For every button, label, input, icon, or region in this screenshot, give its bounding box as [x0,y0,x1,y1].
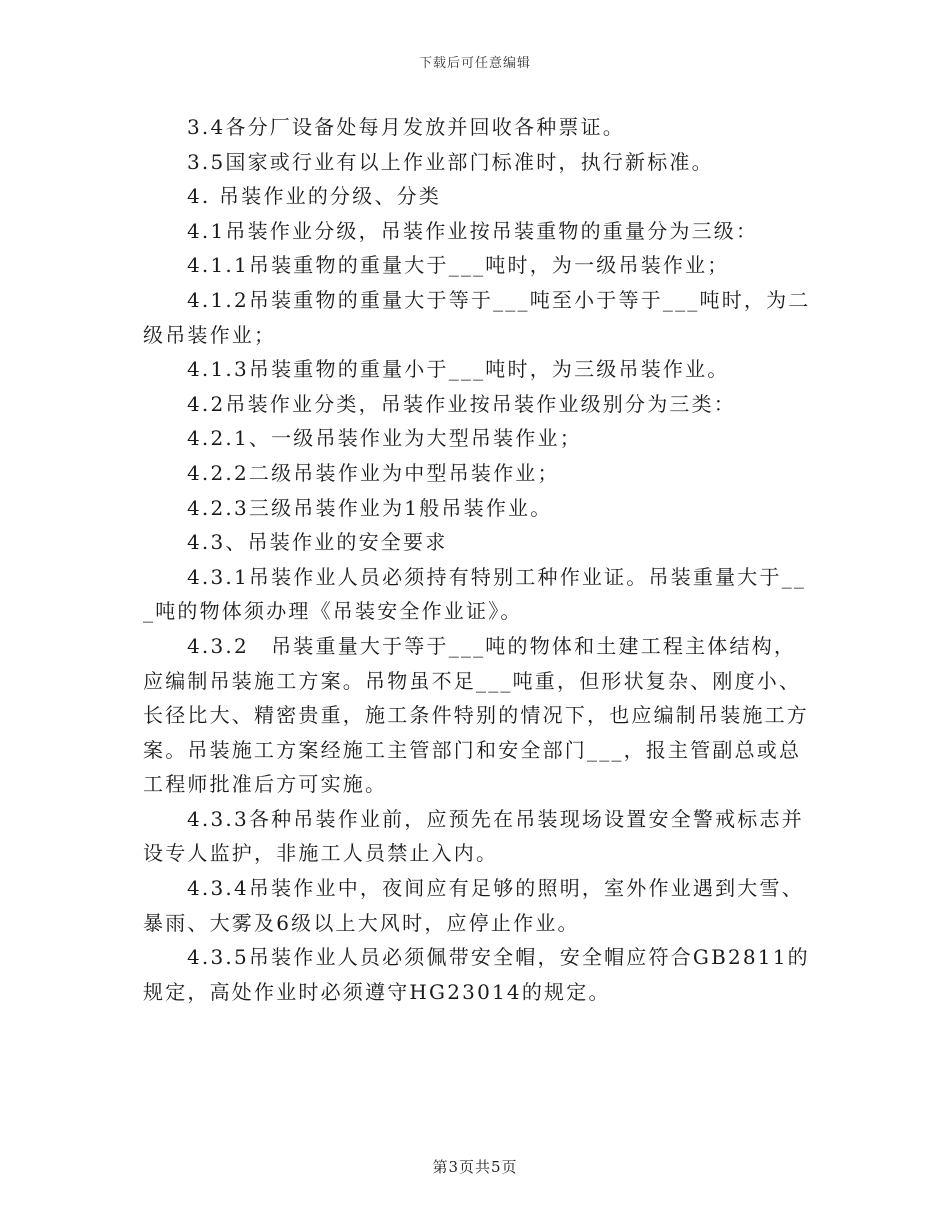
page-header: 下载后可任意编辑 [418,56,531,71]
section-heading: 4.3、吊装作业的安全要求 [187,530,448,555]
paragraph: 4.2吊装作业分类，吊装作业按吊装作业级别分为三类： [187,391,737,416]
paragraph: 4.1吊装作业分级，吊装作业按吊装重物的重量分为三级： [187,218,759,243]
paragraph: 4.1.1吊装重物的重量大于___吨时，为一级吊装作业； [187,253,730,278]
paragraph: 4.2.3三级吊装作业为1般吊装作业。 [187,495,553,520]
paragraph: 4.2.1、一级吊装作业为大型吊装作业； [187,426,582,451]
paragraph: 4.1.2吊装重物的重量大于等于___吨至小于等于___吨时，为二级吊装作业； [143,287,811,347]
paragraph: 4.3.1吊装作业人员必须持有特别工种作业证。吊装重量大于___吨的物体须办理《吊装安全作业证》。 [143,564,807,624]
paragraph: 4.3.5吊装作业人员必须佩带安全帽，安全帽应符合GB2811的规定，高处作业时必须遵守HG23014的规定。 [143,945,810,1004]
paragraph: 4.2.2二级吊装作业为中型吊装作业； [187,460,560,485]
paragraph: 4.1.3吊装重物的重量小于___吨时，为三级吊装作业。 [187,357,730,382]
paragraph: 4.3.2 吊装重量大于等于___吨的物体和土建工程主体结构，应编制吊装施工方案。吊物虽不足___吨重，但形状复杂、刚度小、长径比大、精密贵重，施工条件特别的情况下，也应编制吊装施工方案。吊装施工方案经施工主管部门和安全部门___，报主管副总或总工程师批准后方可实施。 [143,633,809,797]
paragraph: 3.5国家或行业有以上作业部门标准时，执行新标准。 [187,149,714,174]
section-heading: 4. 吊装作业的分级、分类 [187,184,442,209]
paragraph: 4.3.3各种吊装作业前，应预先在吊装现场设置安全警戒标志并设专人监护，非施工人员禁止入内。 [143,806,804,866]
page-number: 第3页共5页 [432,1158,518,1176]
paragraph: 3.4各分厂设备处每月发放并回收各种票证。 [187,115,626,139]
document-body [143,110,818,1009]
paragraph: 4.3.4吊装作业中，夜间应有足够的照明，室外作业遇到大雪、暴雨、大雾及6级以上大风时，应停止作业。 [143,876,804,935]
